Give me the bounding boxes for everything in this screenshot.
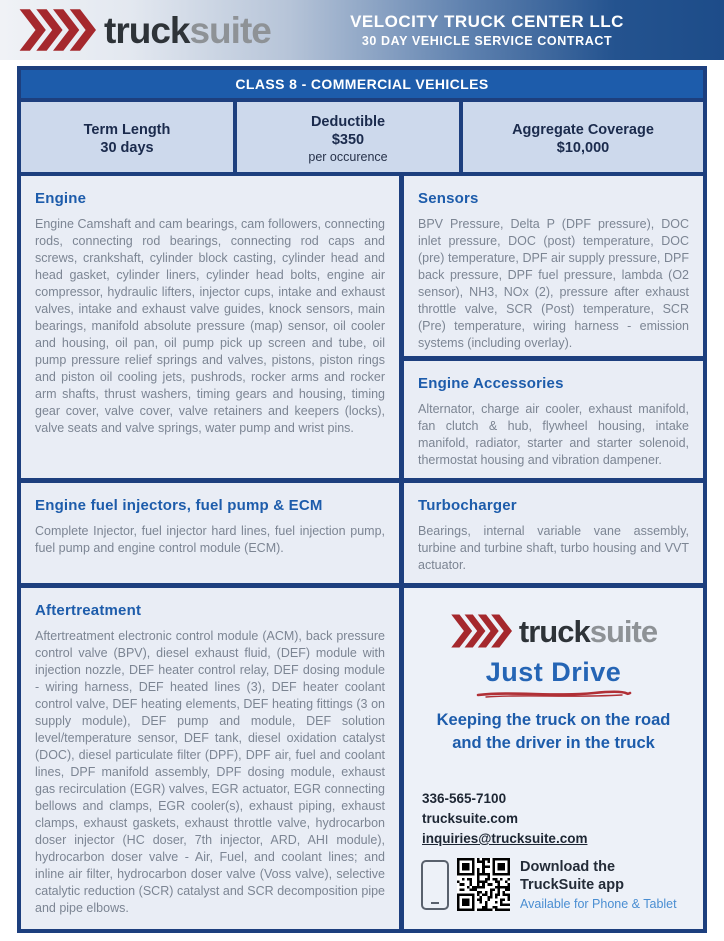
section-engine-accessories-body: Alternator, charge air cooler, exhaust manifold, fan clutch & hub, flywheel housing, intake manifold, radiator, starter and starter solenoid, thermostat housing and vibration dampener. xyxy=(418,402,689,467)
tagline: Just Drive xyxy=(485,657,622,687)
availability-note: Available for Phone & Tablet xyxy=(520,897,677,911)
scribble-underline-icon xyxy=(474,689,634,699)
section-turbocharger-title: Turbocharger xyxy=(418,497,517,514)
term-length-label: Term Length xyxy=(83,122,171,138)
company-name: VELOCITY TRUCK CENTER LLC xyxy=(350,12,624,31)
brand-suite: suite xyxy=(589,613,658,649)
aggregate-coverage-cell xyxy=(463,102,703,172)
header xyxy=(0,0,724,60)
section-sensors-body: BPV Pressure, Delta P (DPF pressure), DOC inlet pressure, DOC (post) temperature, DOC (pre) temperature, DPF air supply pressure, DPF back pressure, DPF fuel pressure, lambda (O2 sensor), NH3, NOx (2), pressure after exhaust throttle valve, SCR (Post) temperature, SCR (Pre) temperature, wiring harness - emission systems (including overlay). xyxy=(418,217,689,350)
header-title-block xyxy=(300,12,674,48)
summary-row xyxy=(21,102,703,172)
download-line1: Download the xyxy=(520,859,616,875)
aggregate-coverage-label: Aggregate Coverage xyxy=(512,122,654,138)
section-turbocharger xyxy=(404,483,703,583)
promo-trucksuite-logo xyxy=(450,614,657,648)
section-fuel-injectors-title: Engine fuel injectors, fuel pump & ECM xyxy=(35,497,323,514)
email-link[interactable]: inquiries@trucksuite.com xyxy=(422,831,588,846)
deductible-note: per occurence xyxy=(308,150,388,164)
contract-subtitle: 30 DAY VEHICLE SERVICE CONTRACT xyxy=(361,34,613,48)
class-banner: CLASS 8 - COMMERCIAL VEHICLES xyxy=(21,70,703,98)
section-engine xyxy=(21,176,399,478)
section-aftertreatment-title: Aftertreatment xyxy=(35,602,142,619)
section-aftertreatment xyxy=(21,588,399,929)
chevrons-icon xyxy=(450,614,512,648)
term-length-cell xyxy=(21,102,233,172)
section-engine-accessories-title: Engine Accessories xyxy=(418,375,564,392)
promo-message-line1: Keeping the truck on the road xyxy=(436,711,671,729)
section-fuel-injectors xyxy=(21,483,399,583)
section-fuel-injectors-body: Complete Injector, fuel injector hard lines, fuel injection pump, fuel pump and engine control module (ECM). xyxy=(35,524,385,555)
deductible-cell xyxy=(237,102,459,172)
promo-panel xyxy=(404,588,703,929)
promo-message xyxy=(404,709,703,755)
section-engine-title: Engine xyxy=(35,190,87,207)
section-sensors xyxy=(404,176,703,356)
section-aftertreatment-body: Aftertreatment electronic control module (ACM), back pressure control valve (BPV), diesel exhaust fluid, (DEF) module with injection nozzle, DEF heater control relay, DEF dosing module - wiring harness, DEF heated lines (3), DEF heater coolant control valve, DEF heating elements, DEF heating fittings (3 on supply module), DEF pump and module, DEF solution level/temperature sensor, DEF tank, diesel oxidation catalyst (DOC), diesel particulate filter (DPF), DPF air, fuel and coolant lines, DPF manifold assembly, DPF dosing module, exhaust gas recirculation (EGR) valves, EGR actuator, EGR connecting bellows and clamps, EGR cooler(s), exhaust piping, exhaust clamps, exhaust gaskets, exhaust throttle valve, hydrocarbon doser injector (HC doser, 7th injector, ARD, AHI module), hydrocarbon doser valve - Air, Fuel, and coolant lines; and inline air filter, hydrocarbon doser valve (Voss valve), selective catalytic reduction (SCR) catalyst and SCR decomposition pipe and pipe elbows. xyxy=(35,629,385,915)
download-line2: TruckSuite app xyxy=(520,877,624,893)
coverage-sections xyxy=(21,176,703,929)
brand-wordmark xyxy=(104,9,271,51)
website-link[interactable]: trucksuite.com xyxy=(422,811,519,826)
term-length-value: 30 days xyxy=(100,140,154,156)
qr-code xyxy=(457,858,510,911)
smartphone-icon xyxy=(420,859,450,911)
phone-number: 336-565-7100 xyxy=(422,791,507,806)
section-sensors-title: Sensors xyxy=(418,190,479,207)
aggregate-coverage-value: $10,000 xyxy=(556,140,610,156)
contract-table xyxy=(17,66,707,933)
promo-message-line2: and the driver in the truck xyxy=(452,734,655,752)
section-engine-body: Engine Camshaft and cam bearings, cam followers, connecting rods, connecting rod bearings, connecting rod caps and screws, crankshaft, cylinder block casting, cylinder head and head gasket, cylinder liners, cylinder head bolts, engine air compressor, hydraulic lifters, injector cups, intake and exhaust valves, intake and exhaust valve guides, knock sensors, main bearings, manifold absolute pressure (map) sensor, oil cooler and housing, oil pan, oil pump pick up screen and tube, oil pump pressure relief springs and valves, pistons, piston rings and piston oil cooling jets, pushrods, rocker arms and rocker arm shafts, thrust washers, timing gears and housing, timing gear cover, valve cover, valve retainers and keepers (locks), valve seats and valve springs, water pump and wrist pins. xyxy=(35,217,385,435)
trucksuite-logo xyxy=(18,9,271,51)
brand-suite: suite xyxy=(189,9,271,51)
deductible-value: $350 xyxy=(331,132,365,148)
brand-truck: truck xyxy=(518,613,590,649)
app-download-row xyxy=(404,858,703,911)
brand-truck: truck xyxy=(104,9,190,51)
app-text xyxy=(520,858,677,911)
contact-block xyxy=(404,789,703,849)
section-engine-accessories xyxy=(404,361,703,478)
brand-wordmark xyxy=(518,613,658,649)
deductible-label: Deductible xyxy=(310,114,386,130)
section-turbocharger-body: Bearings, internal variable vane assembly, turbine and turbine shaft, turbo housing and VVT actuator. xyxy=(418,524,689,572)
chevrons-icon xyxy=(18,9,96,51)
